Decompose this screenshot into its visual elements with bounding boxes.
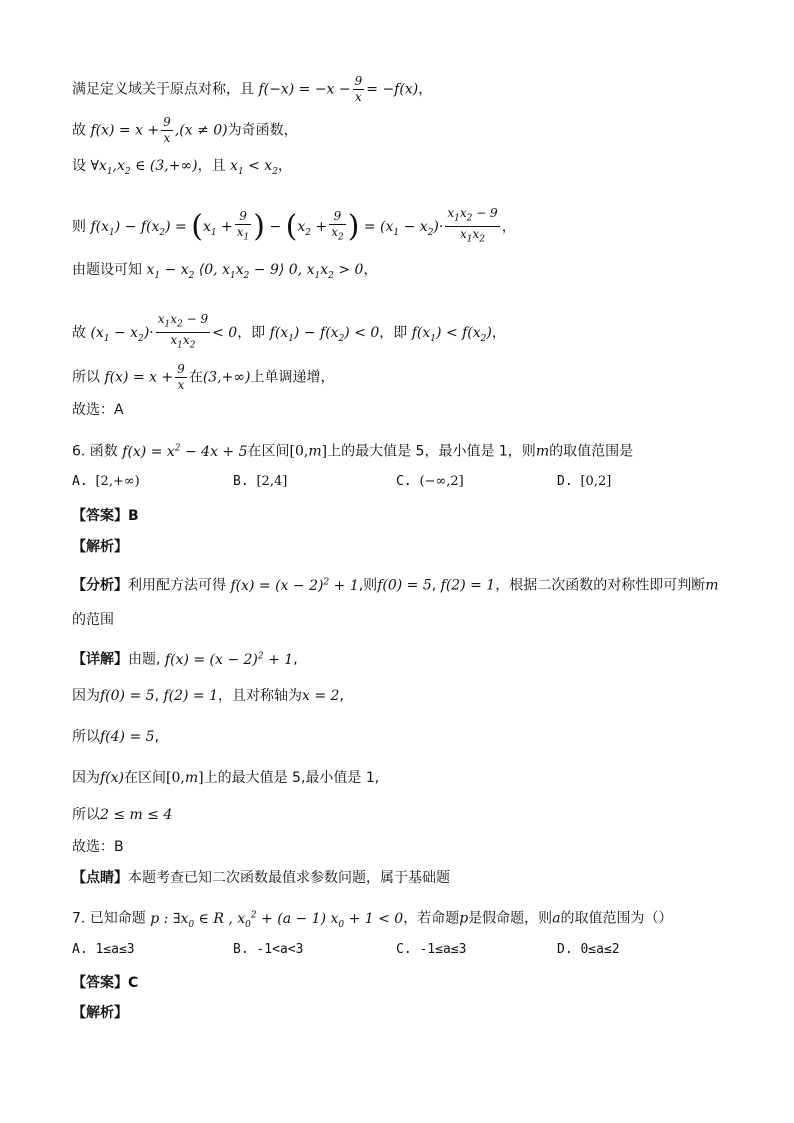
option-a: A. [2,+∞) [72, 474, 140, 489]
text-line-4: 则 $f(x_1) - f(x_2) = (x_1$ + $\frac{9}{x_1}$ ) − ($x_2$ + $\frac{9}{x_2}$ ) = $(x_1 - x_2)\cdot$ $\frac{x_1x_2 - 9}{x_1x_2}$ ， [72, 206, 516, 245]
fraction: $\frac{9}{x}$ [163, 115, 171, 145]
formula: $x_1 - x_2$ ⟨0, $x_1x_2$ − 9⟩ 0, $x_1x_2 > 0$ [146, 262, 364, 281]
analysis-6: 【解析】 [72, 539, 128, 555]
option-b: B. [2,4] [233, 474, 288, 489]
text-line-3: 设 $\forall x_1,x_2$ ∈ (3,+∞)，且 $x_1 < x_2$， [72, 158, 292, 177]
question-7: 7. 已知命题 p : $\exists x_0$ ∈ R , $x_0^2 + (a - 1) x_0 + 1 < 0$，若命题p是假命题，则a的取值范围为（） [72, 910, 673, 930]
text-line-2: 故 f(x) = x + $\frac{9}{x}$ ,(x ≠ 0)为奇函数， [72, 115, 298, 145]
option-b-7: B. -1<a<3 [233, 942, 304, 957]
text-line-7: 所以 f(x) = x + $\frac{9}{x}$ 在(3,+∞)上单调递增， [72, 362, 335, 392]
text-line-1: 满足定义域关于原点对称，且 f(−x) = −x − $\frac{9}{x}$ = −f(x)， [72, 74, 433, 104]
formula: f(−x) = −x − [258, 81, 351, 98]
detail-line-1: 【详解】由题, $f(x) = (x - 2)^2 + 1$, [72, 651, 298, 668]
option-a-7: A. 1≤a≤3 [72, 942, 135, 957]
formula: $f(x_1) - f(x_2)$ = [90, 218, 187, 238]
detail-line-5: 所以2 ≤ m ≤ 4 [72, 807, 173, 823]
option-c-7: C. -1≤a≤3 [396, 942, 467, 957]
formula: $(x_1 - x_2)\cdot$ [90, 324, 154, 344]
formula: f(x) = x + [104, 369, 174, 386]
formula: $\forall x_1,x_2$ ∈ (3,+∞) [90, 158, 198, 177]
analysis-line-2: 的范围 [72, 612, 114, 628]
analysis-line: 【分析】利用配方法可得 $f(x) = (x - 2)^2 + 1$,则f(0) = 5, f(2) = 1，根据二次函数的对称性即可判断m [72, 577, 719, 594]
option-c: C. (−∞,2] [396, 474, 464, 489]
answer-6: 【答案】B [72, 508, 139, 524]
detail-line-4: 因为f(x)在区间[0,m]上的最大值是 5,最小值是 1, [72, 770, 380, 786]
text-line-8: 故选：A [72, 402, 124, 418]
text-line-6: 故 $(x_1 - x_2)\cdot$ $\frac{x_1x_2 - 9}{x_1x_2}$ < 0，即 $f(x_1) - f(x_2) < 0$，即 $f(x_1) < f(x_2)$， [72, 312, 506, 351]
detail-line-2: 因为f(0) = 5, f(2) = 1，且对称轴为x = 2, [72, 688, 344, 704]
detail-line-3: 所以f(4) = 5, [72, 729, 160, 745]
analysis-7: 【解析】 [72, 1005, 128, 1021]
fraction: $\frac{9}{x}$ [354, 74, 363, 104]
option-d: D. [0,2] [557, 474, 612, 489]
option-d-7: D. 0≤a≤2 [557, 942, 620, 957]
text-line-5: 由题设可知 $x_1 - x_2$ ⟨0, $x_1x_2$ − 9⟩ 0, $x_1x_2 > 0$， [72, 262, 378, 281]
formula: f(x) = x + [90, 122, 160, 139]
comment-line: 【点睛】本题考查已知二次函数最值求参数问题，属于基础题 [72, 870, 450, 886]
question-6: 6. 函数 $f(x) = x^2 - 4x + 5$在区间[0,m]上的最大值是 5，最小值是 1，则m的取值范围是 [72, 443, 634, 460]
answer-7: 【答案】C [72, 975, 139, 991]
detail-line-6: 故选：B [72, 839, 124, 855]
formula: $f(x) = x^2 - 4x + 5$ [122, 443, 248, 460]
